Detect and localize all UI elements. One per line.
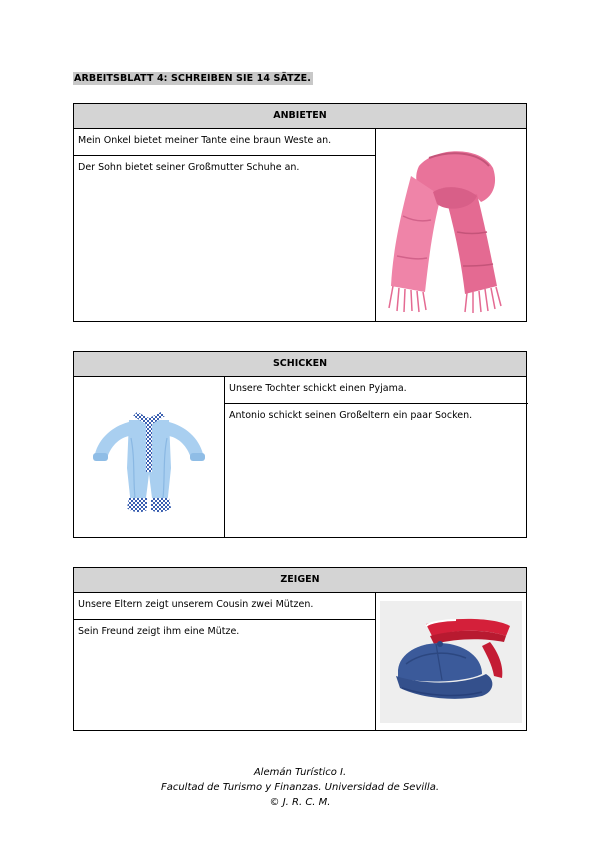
baby-pyjama-icon: [89, 398, 209, 518]
block-body: [74, 593, 526, 731]
sentence-2: Sein Freund zeigt ihm eine Mütze.: [78, 626, 240, 637]
scarf-image: [376, 129, 526, 322]
sentence-1: Unsere Eltern zeigt unserem Cousin zwei Mützen.: [78, 599, 314, 610]
footer-copyright: © J. R. C. M.: [269, 797, 331, 808]
block-title: ZEIGEN: [74, 568, 526, 593]
footer-faculty: Facultad de Turismo y Finanzas. Universidad de Sevilla.: [160, 782, 440, 793]
sentence-1: Unsere Tochter schickt einen Pyjama.: [229, 383, 407, 394]
block-schicken: [73, 351, 527, 538]
scarf-icon: [381, 136, 521, 316]
footer-course: Alemán Turístico I.: [253, 767, 347, 778]
block-body: [74, 129, 526, 322]
sentence-2: Der Sohn bietet seiner Großmutter Schuhe an.: [78, 162, 300, 173]
block-body: [74, 377, 526, 538]
block-anbieten: [73, 103, 527, 322]
caps-icon: [386, 612, 516, 712]
block-zeigen: [73, 567, 527, 731]
worksheet-heading: ARBEITSBLATT 4: SCHREIBEN SIE 14 SÄTZE.: [74, 73, 311, 84]
sentence-1: Mein Onkel bietet meiner Tante eine braun Weste an.: [78, 135, 332, 146]
caps-image: [376, 593, 526, 731]
pyjama-image: [74, 377, 224, 538]
footer: [0, 765, 600, 810]
block-title: SCHICKEN: [74, 352, 526, 377]
sentence-2: Antonio schickt seinen Großeltern ein paar Socken.: [229, 410, 473, 421]
block-title: ANBIETEN: [74, 104, 526, 129]
